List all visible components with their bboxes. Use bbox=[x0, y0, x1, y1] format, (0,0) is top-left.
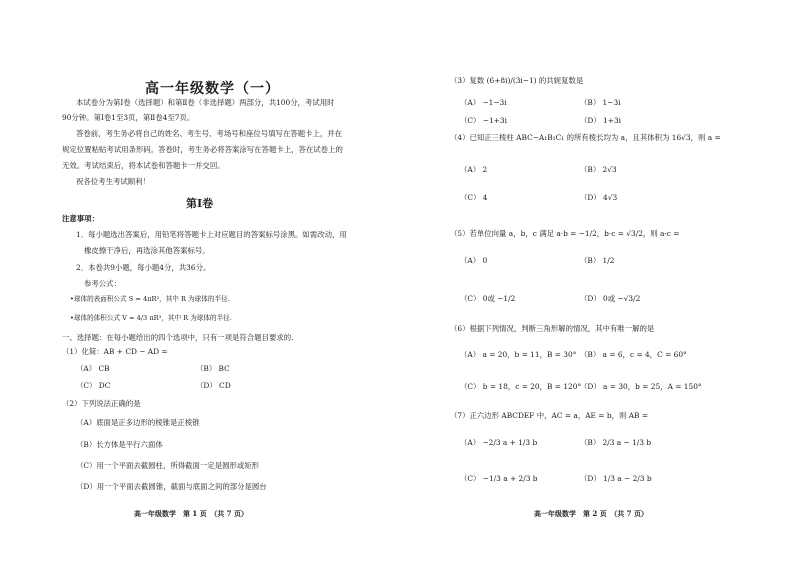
part-heading: 一、选择题：在每小题给出的四个选项中，只有一项是符合题目要求的. bbox=[62, 333, 294, 342]
question-2-stem: （2）下列说法正确的是 bbox=[62, 399, 141, 408]
option-a: （A） 0 bbox=[460, 256, 488, 265]
intro-line: 本试卷分为第Ⅰ卷（选择题）和第Ⅱ卷（非选择题）两部分，共100分，考试用时 bbox=[76, 98, 335, 107]
question-6-stem: （6）根据下列情况，判断三角形解的情况，其中有唯一解的是 bbox=[450, 324, 655, 333]
option-c: （C） −1+3i bbox=[460, 116, 507, 125]
option-d: （D） 4√3 bbox=[580, 193, 618, 202]
option-c: （C）用一个平面去截圆柱，所得截面一定是圆形或矩形 bbox=[76, 461, 260, 470]
question-7-stem: （7）正六边形 ABCDEF 中，AC = a，AE = b，则 AB = bbox=[450, 411, 649, 420]
notes-title: 注意事项： bbox=[62, 214, 99, 223]
page-footer: 高一年级数学 第 2 页 （共 7 页） bbox=[534, 509, 648, 518]
right-page bbox=[410, 0, 794, 561]
option-b: （B） 1−3i bbox=[580, 98, 621, 107]
option-b: （B） 2√3 bbox=[580, 165, 617, 174]
option-b: （B） BC bbox=[196, 364, 230, 373]
option-c: （C） b = 18，c = 20，B = 120° bbox=[460, 382, 582, 391]
option-d: （D） 1+3i bbox=[580, 116, 622, 125]
option-a: （A） CB bbox=[76, 364, 110, 373]
option-b: （B） 1/2 bbox=[580, 256, 615, 265]
question-4-stem: （4）已知正三棱柱 ABC−A₁B₁C₁ 的所有棱长均为 a，且其体积为 16√3，则 a = bbox=[450, 133, 721, 142]
intro-line: 无效。考试结束后，将本试卷和答题卡一并交回。 bbox=[62, 161, 225, 170]
exam-title: 高一年级数学（一） bbox=[145, 81, 280, 97]
option-b: （B）长方体是平行六面体 bbox=[76, 440, 163, 449]
formula-line: •球体的表面积公式 S = 4πR²，其中 R 为球体的半径. bbox=[70, 295, 230, 303]
option-c: （C） 0或 −1/2 bbox=[460, 294, 516, 303]
option-d: （D） 0或 −√3/2 bbox=[580, 294, 641, 303]
intro-line: 规定位置粘贴考试用条形码。答卷时，考生务必将答案涂写在答题卡上，答在试卷上的 bbox=[62, 145, 343, 154]
option-a: （A） −1−3i bbox=[460, 98, 507, 107]
page-footer: 高一年级数学 第 1 页 （共 7 页） bbox=[134, 509, 248, 518]
intro-line: 答卷前，考生务必将自己的姓名、考生号、考场号和座位号填写在答题卡上，并在 bbox=[76, 129, 343, 138]
option-d: （D） CD bbox=[196, 381, 231, 390]
option-a: （A） −2/3 a + 1/3 b bbox=[460, 438, 538, 447]
question-5-stem: （5）若单位向量 a，b，c 满足 a·b = −1/2，b·c = √3/2，则 a·c = bbox=[450, 229, 680, 238]
question-1-stem: （1）化简：AB + CD − AD = bbox=[62, 347, 168, 356]
note-line: 橡皮擦干净后，再选涂其他答案标号。 bbox=[84, 246, 210, 255]
question-3-stem: （3）复数 (6+8i)/(3i−1) 的共轭复数是 bbox=[450, 76, 584, 85]
option-b: （B） 2/3 a − 1/3 b bbox=[580, 438, 652, 447]
option-a: （A）底面是正多边形的棱锥是正棱锥 bbox=[76, 418, 200, 427]
note-line: 参考公式： bbox=[84, 279, 121, 288]
option-b: （B） a = 6，c = 4，C = 60° bbox=[580, 350, 687, 359]
option-c: （C） 4 bbox=[460, 193, 488, 202]
option-d: （D） a = 30，b = 25，A = 150° bbox=[580, 382, 702, 391]
option-c: （C） DC bbox=[76, 381, 111, 390]
option-a: （A） 2 bbox=[460, 165, 488, 174]
option-d: （D） 1/3 a − 2/3 b bbox=[580, 474, 652, 483]
option-c: （C） −1/3 a + 2/3 b bbox=[460, 474, 538, 483]
option-d: （D）用一个平面去截圆锥，截面与底面之间的部分是圆台 bbox=[76, 482, 267, 491]
intro-line: 祝各位考生考试顺利！ bbox=[76, 177, 150, 186]
note-line: 1．每小题选出答案后，用铅笔将答题卡上对应题目的答案标号涂黑。如需改动，用 bbox=[76, 230, 347, 239]
section-title: 第Ⅰ卷 bbox=[186, 197, 214, 210]
option-a: （A） a = 20，b = 11，B = 30° bbox=[460, 350, 577, 359]
note-line: 2．本卷共9小题，每小题4分，共36分。 bbox=[76, 263, 211, 272]
formula-line: •球体的体积公式 V = 4/3 πR³，其中 R 为球体的半径. bbox=[70, 314, 232, 322]
intro-line: 90分钟。第Ⅰ卷1至3页，第Ⅱ卷4至7页。 bbox=[62, 113, 195, 122]
